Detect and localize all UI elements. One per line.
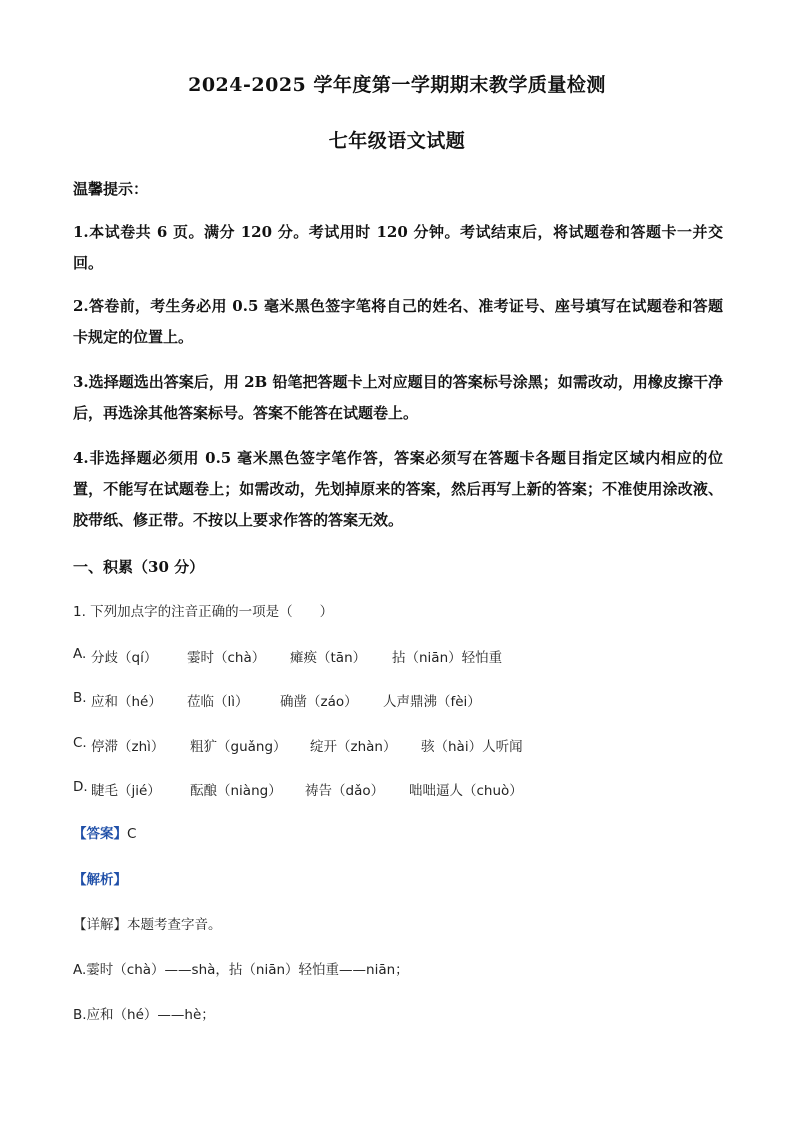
- answer-value: C: [127, 826, 137, 842]
- note-a: A.霎时（chà）——shà，拈（niān）轻怕重——niān；: [73, 962, 409, 978]
- option-item: 人声鼎沸（fèi）: [383, 694, 481, 710]
- detail-text: 本题考查字音。: [127, 917, 222, 933]
- option-item: 咄咄逼人（chuò）: [409, 783, 523, 799]
- option-item: 确凿（záo）: [280, 694, 358, 710]
- option-letter: D.: [73, 779, 88, 795]
- analysis-line: [73, 868, 127, 888]
- question-stem: 1. 下列加点字的注音正确的一项是（ ）: [73, 604, 334, 620]
- option-item: 绽开（zhàn）: [310, 739, 397, 755]
- option-item: 分歧（qí）: [91, 650, 158, 666]
- detail-tag: 【详解】: [73, 917, 127, 933]
- answer-tag: 【答案】: [73, 826, 127, 842]
- option-item: 瘫痪（tān）: [290, 650, 367, 666]
- notice-item-3: 3.选择题选出答案后，用 2B 铅笔把答题卡上对应题目的答案标号涂黑；如需改动，用橡皮擦干净后，再选涂其他答案标号。答案不能答在试题卷上。: [73, 373, 723, 422]
- option-letter: C.: [73, 735, 87, 751]
- option-item: 酝酿（niàng）: [190, 783, 282, 799]
- option-item: 应和（hé）: [91, 694, 162, 710]
- analysis-tag: 【解析】: [73, 872, 127, 888]
- notice-item-1: 1.本试卷共 6 页。满分 120 分。考试用时 120 分钟。考试结束后，将试题卷和答题卡一并交回。: [73, 223, 723, 272]
- option-item: 祷告（dǎo）: [305, 783, 385, 799]
- option-item: 粗犷（guǎng）: [190, 739, 287, 755]
- notice-item-4: 4.非选择题必须用 0.5 毫米黑色签字笔作答，答案必须写在答题卡各题目指定区域内相应的位置，不能写在试题卷上；如需改动，先划掉原来的答案，然后再写上新的答案；不准使用涂改液、胶带纸、修正带。不按以上要求作答的答案无效。: [73, 449, 723, 529]
- notice-item-2: 2.答卷前，考生务必用 0.5 毫米黑色签字笔将自己的姓名、准考证号、座号填写在试题卷和答题卡规定的位置上。: [73, 297, 723, 346]
- answer-line: [73, 822, 136, 842]
- option-item: 霎时（chà）: [187, 650, 266, 666]
- detail-line: [73, 913, 222, 933]
- option-item: 骇（hài）人听闻: [421, 739, 523, 755]
- option-item: 停滞（zhì）: [91, 739, 165, 755]
- section-heading: 一、积累（30 分）: [73, 558, 205, 576]
- option-item: 睫毛（jié）: [91, 783, 161, 799]
- page-title: 2024-2025 学年度第一学期期末教学质量检测: [188, 74, 606, 96]
- option-item: 莅临（lì）: [187, 694, 249, 710]
- note-b: B.应和（hé）——hè；: [73, 1007, 215, 1023]
- notice-heading: 温馨提示：: [73, 180, 149, 198]
- option-letter: B.: [73, 690, 87, 706]
- option-letter: A.: [73, 646, 87, 662]
- page-subtitle: 七年级语文试题: [328, 130, 466, 152]
- option-item: 拈（niān）轻怕重: [392, 650, 503, 666]
